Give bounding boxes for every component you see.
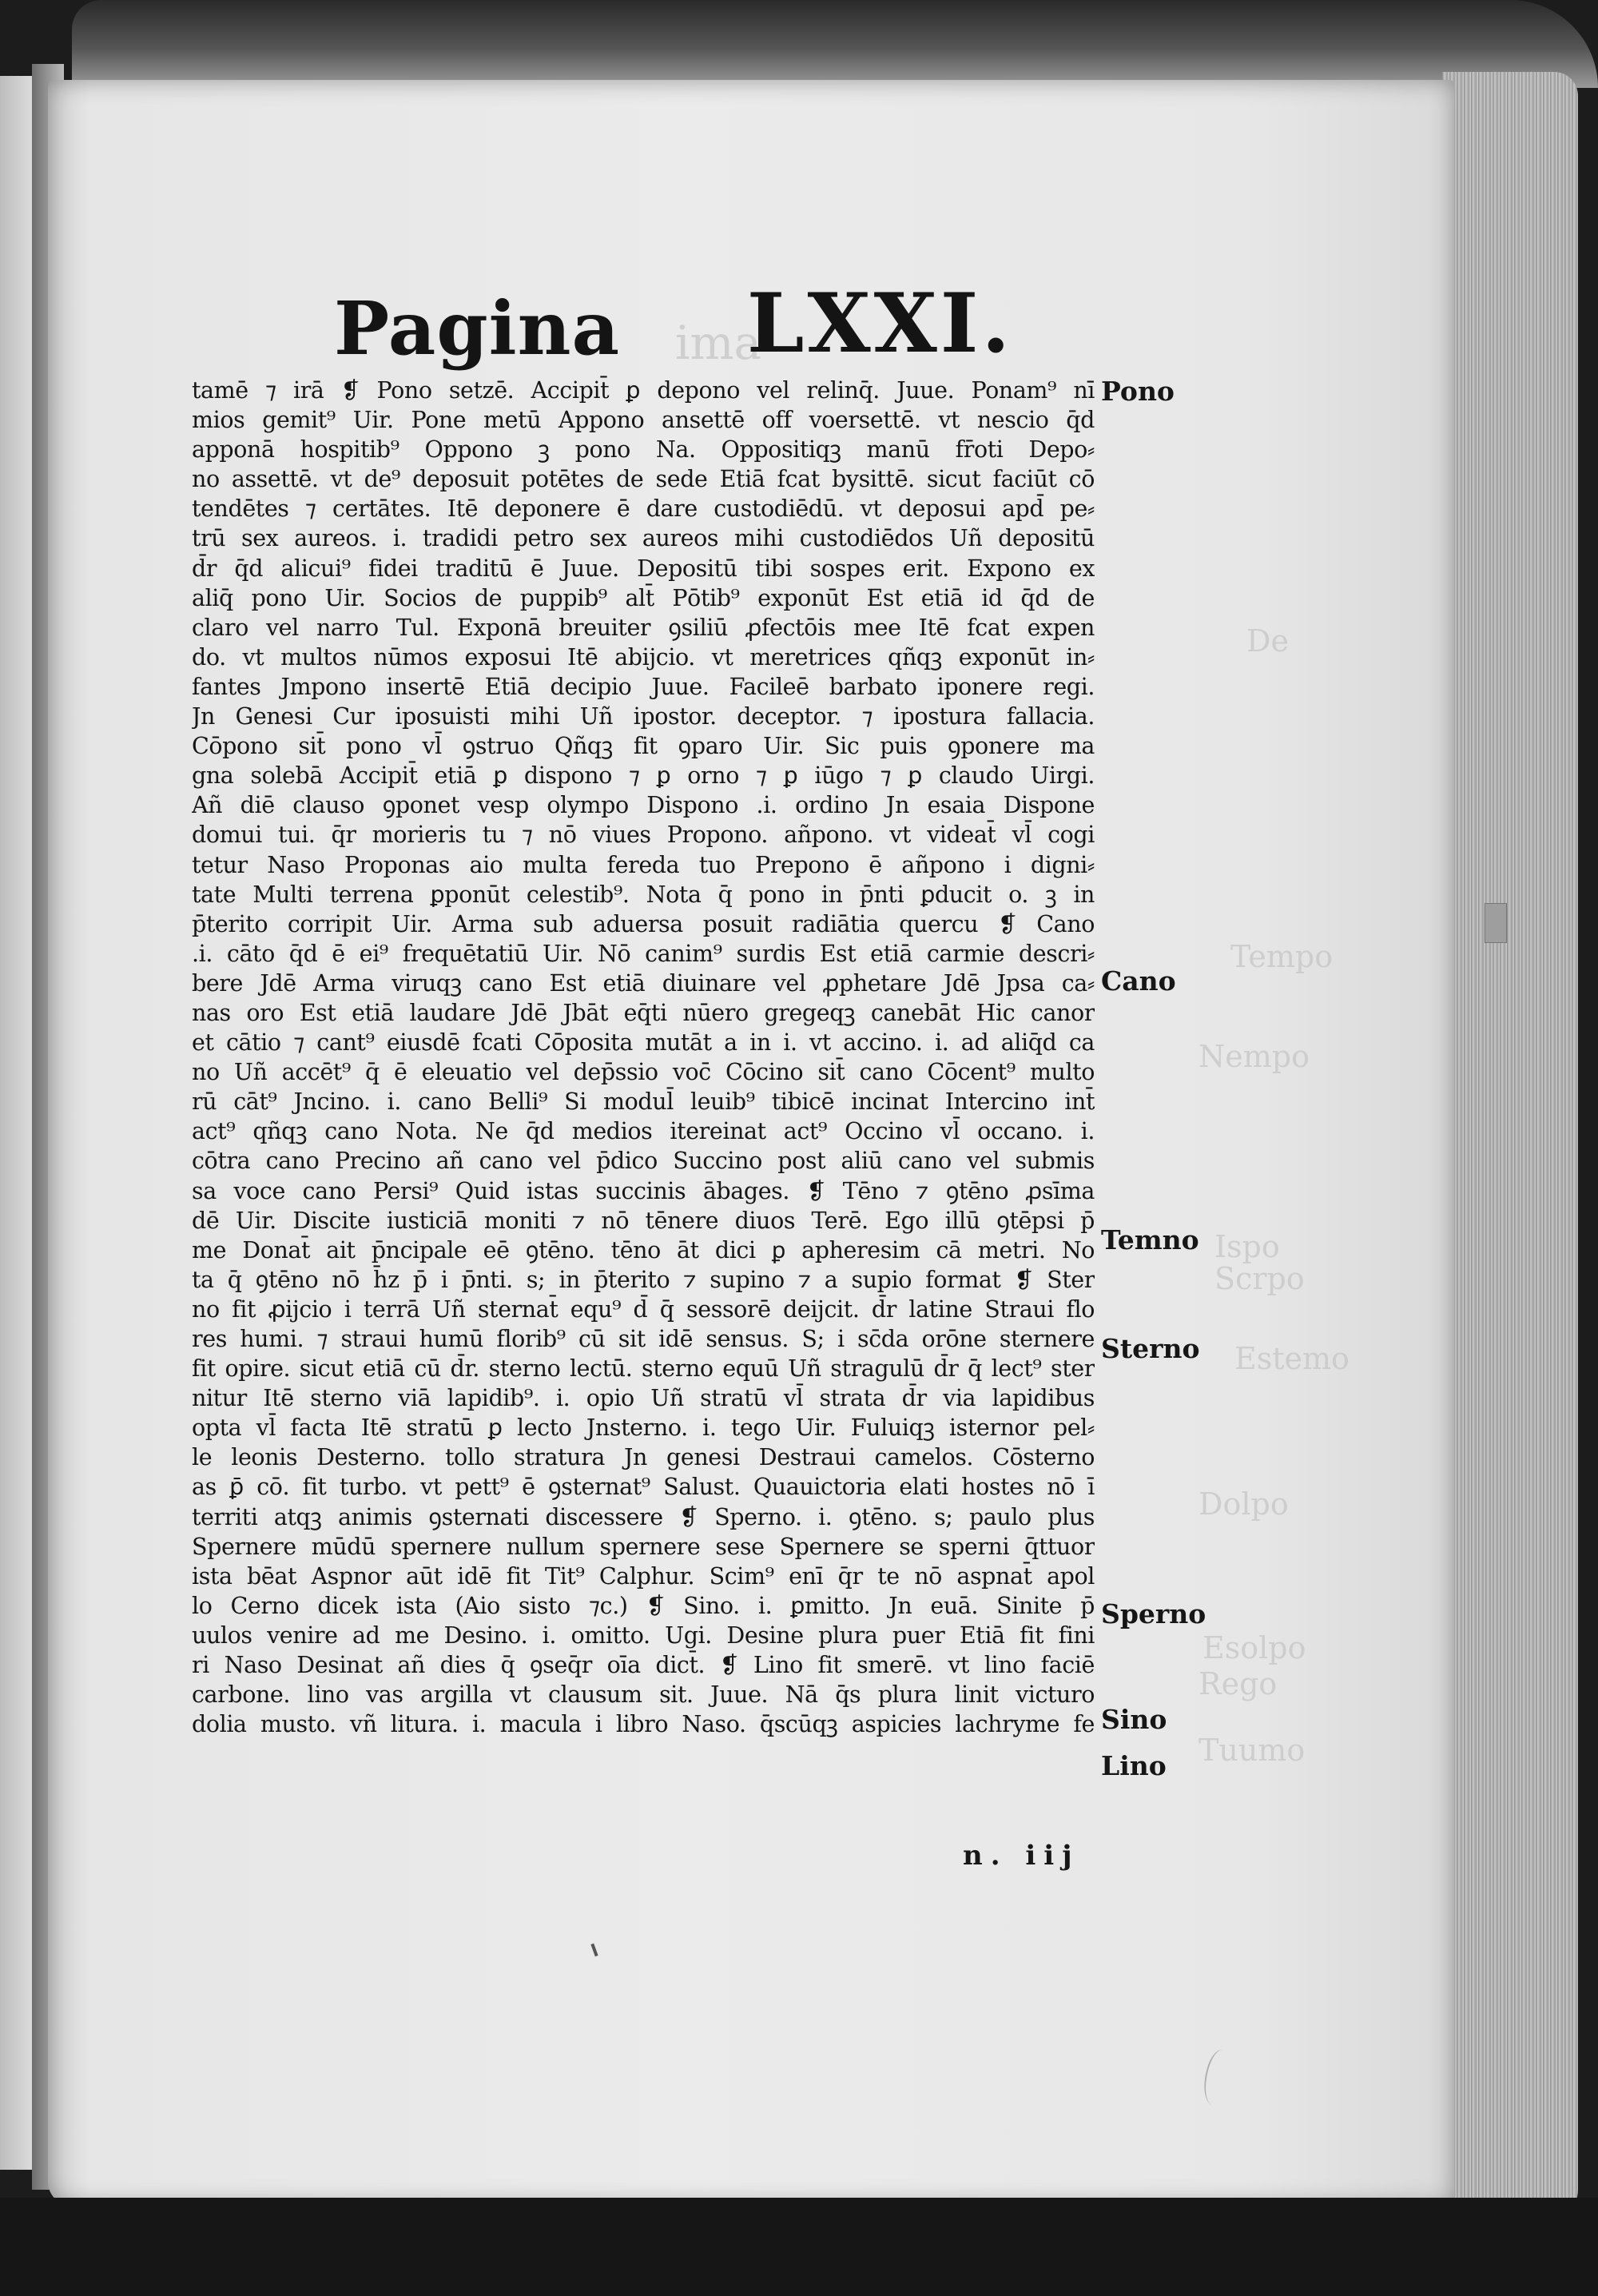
scan-background [0,2198,1598,2296]
text-line: lo Cerno dicek ista (Aio sisto ⁊c.) ❡ Sino. i. ꝑmitto. Jn euā. Sinite p̄ [192,1592,1095,1619]
text-line: Añ diē clauso ꝯponet vesp olympo Dispono .i. ordino Jn esaia Dispone [192,792,1095,819]
text-line: as ꝑ̄ cō. fit turbo. vt pett⁹ ē ꝯsternat⁹ Salust. Quauictoria elati hostes nō ī [192,1474,1095,1501]
text-line: Spernere mūdū spernere nullum spernere sese Spernere se sperni q̄ttuor [192,1533,1095,1560]
show-through-text: Tuumo [1198,1733,1306,1768]
book-top-edge [72,0,1598,88]
text-line: trū sex aureos. i. tradidi petro sex aureos mihi custodiēdos Uñ depositū [192,525,1095,552]
show-through-text: ima [675,316,762,370]
show-through-text: De [1246,623,1289,659]
text-line: tendētes ⁊ certātes. Itē deponere ē dare custodiēdū. vt deposui apd̄ pe⸗ [192,495,1095,523]
text-line: ista bēat Aspnor aūt idē fit Tit⁹ Calphur. Scim⁹ enī q̄r te nō aspnat̄ apol [192,1562,1095,1590]
text-line: carbone. lino vas argilla vt clausum sit. Juue. Nā q̄s plura linit victuro [192,1681,1095,1709]
text-line: no Uñ accēt⁹ q̄ ē eleuatio vel dep̄ssio voc̄ Cōcino sit̄ cano Cōcent⁹ multo [192,1059,1095,1086]
marginal-note-sino: Sino [1101,1704,1167,1735]
show-through-text: Estemo [1234,1341,1350,1376]
text-line: uulos venire ad me Desino. i. omitto. Ugi. Desine plura puer Etiā fit fini [192,1622,1095,1649]
text-line: dolia musto. vñ litura. i. macula i libro Naso. q̄scūqꝫ aspicies lachryme fe [192,1711,1095,1738]
text-line: Jn Genesi Cur iposuisti mihi Uñ ipostor. deceptor. ⁊ ipostura fallacia. [192,703,1095,730]
text-line: cōtra cano Precino añ cano vel p̄dico Succino post aliū cano vel submis [192,1148,1095,1175]
show-through-text: Rego [1198,1666,1278,1701]
text-line: res humi. ⁊ straui humū florib⁹ cū sit idē sensus. S; i sc̄da orōne sternere [192,1326,1095,1352]
text-line: et cātio ⁊ cant⁹ eiusdē fcati Cōposita mutāt a in i. vt accino. i. ad aliq̄d ca [192,1029,1095,1056]
text-line: aliq̄ pono Uir. Socios de puppib⁹ alt̄ Pōtib⁹ exponūt Est etiā id q̄d de [192,584,1095,611]
text-line: apponā hospitib⁹ Oppono ꝫ pono Na. Oppositiqꝫ manū fr̄oti Depo⸗ [192,436,1095,464]
text-line: fantes Jmpono insertē Etiā decipio Juue. Facileē barbato iponere regi. [192,673,1095,700]
text-line: p̄terito corripit Uir. Arma sub aduersa posuit radiātia quercu ❡ Cano [192,910,1095,937]
text-line: do. vt multos nūmos exposui Itē abijcio. vt meretrices qñqꝫ exponūt in⸗ [192,643,1095,670]
marginal-note-lino: Lino [1101,1750,1167,1781]
text-line: nitur Itē sterno viā lapidib⁹. i. opio Uñ stratū vl̄ strata d̄r via lapidibus [192,1385,1095,1412]
text-line: rū cāt⁹ Jncino. i. cano Belli⁹ Si modul̄ leuib⁹ tibicē incinat Intercino int̄ [192,1088,1095,1116]
text-line: tamē ⁊ irā ❡ Pono setzē. Accipit̄ ꝑ depono vel relinq̄. Juue. Ponam⁹ nī [192,377,1095,404]
text-line: gna solebā Accipit̄ etiā ꝑ dispono ⁊ ꝑ orno ⁊ ꝑ iūgo ⁊ ꝑ claudo Uirgi. [192,762,1095,790]
text-line: territi atqꝫ animis ꝯsternati discessere ❡ Sperno. i. ꝯtēno. s; paulo plus [192,1503,1095,1530]
text-line: .i. cāto q̄d ē ei⁹ frequētatiū Uir. Nō canim⁹ surdis Est etiā carmie descri⸗ [192,940,1095,967]
text-line: bere Jdē Arma viruqꝫ cano Est etiā diuinare vel ꝓphetare Jdē Jpsa ca⸗ [192,969,1095,997]
show-through-text: Nempo [1198,1039,1310,1074]
text-line: nas oro Est etiā laudare Jdē Jbāt eq̄ti nūero gregeqꝫ canebāt Hic canor [192,999,1095,1026]
marginal-note-temno: Temno [1101,1224,1199,1255]
show-through-text: Ispo [1214,1229,1280,1264]
show-through-text: Scrpo [1214,1261,1305,1296]
text-line: no assettē. vt de⁹ deposuit potētes de sede Etiā fcat bysittē. sicut faciūt cō [192,466,1095,493]
marginal-note-sterno: Sterno [1101,1333,1200,1364]
text-line: d̄r q̄d alicui⁹ fidei traditū ē Juue. Depositū tibi sospes erit. Expono ex [192,555,1095,582]
text-line: Cōpono sit̄ pono vl̄ ꝯstruo Qñqꝫ fit ꝯparo Uir. Sic puis ꝯponere ma [192,733,1095,760]
text-line: ta q̄ ꝯtēno nō h̄z p̄ i p̄nti. s; in p̄terito ⁊ supino ⁊ a supio format ❡ Ster [192,1266,1095,1293]
show-through-text: Dolpo [1198,1486,1289,1522]
text-line: claro vel narro Tul. Exponā breuiter ꝯsiliū ꝓfectōis mee Itē fcat expen [192,614,1095,641]
text-line: domui tui. q̄r morieris tu ⁊ nō viues Propono. añpono. vt videat̄ vl̄ cogi [192,822,1095,849]
text-line: dē Uir. Discite iusticiā moniti ⁊ nō tēnere diuos Terē. Ego illū ꝯtēpsi p̄ [192,1207,1095,1234]
text-line: no fit ꝓijcio i terrā Uñ sternat̄ equ⁹ d̄ q̄ sessorē deijcit. d̄r latine Straui flo [192,1295,1095,1323]
text-line: tate Multi terrena ꝑponūt celestib⁹. Nota q̄ pono in p̄nti ꝑducit o. ꝫ in [192,881,1095,908]
marginal-note-sperno: Sperno [1101,1598,1206,1629]
main-text-block [192,376,1095,1739]
text-line: fit opire. sicut etiā cū d̄r. sterno lectū. sterno equū Uñ stragulū d̄r q̄ lect⁹ ster [192,1355,1095,1383]
text-line: mios gemit⁹ Uir. Pone metū Appono ansettē off voersettē. vt nescio q̄d [192,407,1095,434]
folio-number: LXXI. [746,276,1013,372]
signature-mark: n. iij [963,1840,1080,1872]
show-through-text: Tempo [1230,939,1334,974]
text-line: ri Naso Desinat añ dies q̄ ꝯseq̄r oīa dict̄. ❡ Lino fit smerē. vt lino faciē [192,1652,1095,1679]
text-line: sa voce cano Persi⁹ Quid istas succinis ābages. ❡ Tēno ⁊ ꝯtēno ꝓsīma [192,1177,1095,1204]
text-line: opta vl̄ facta Itē stratū ꝑ lecto Jnsterno. i. tego Uir. Fuluiqꝫ isternor pel⸗ [192,1415,1095,1442]
page-stack-edges [1442,72,1578,2222]
page-tab-marker [1485,903,1507,943]
running-head [334,276,1013,372]
marginal-note-cano: Cano [1101,965,1176,997]
marginal-note-pono: Pono [1101,376,1175,407]
text-line: act⁹ qñqꝫ cano Nota. Ne q̄d medios itereinat act⁹ Occino vl̄ occano. i. [192,1118,1095,1145]
text-line: le leonis Desterno. tollo stratura Jn genesi Destraui camelos. Cōsterno [192,1444,1095,1471]
header-word: Pagina [334,285,621,372]
text-line: me Donat̄ ait p̄ncipale eē ꝯtēno. tēno āt dici ꝑ apheresim cā metri. No [192,1236,1095,1263]
show-through-text: Esolpo [1202,1630,1306,1665]
text-line: tetur Naso Proponas aio multa fereda tuo Prepono ē añpono i digni⸗ [192,851,1095,878]
